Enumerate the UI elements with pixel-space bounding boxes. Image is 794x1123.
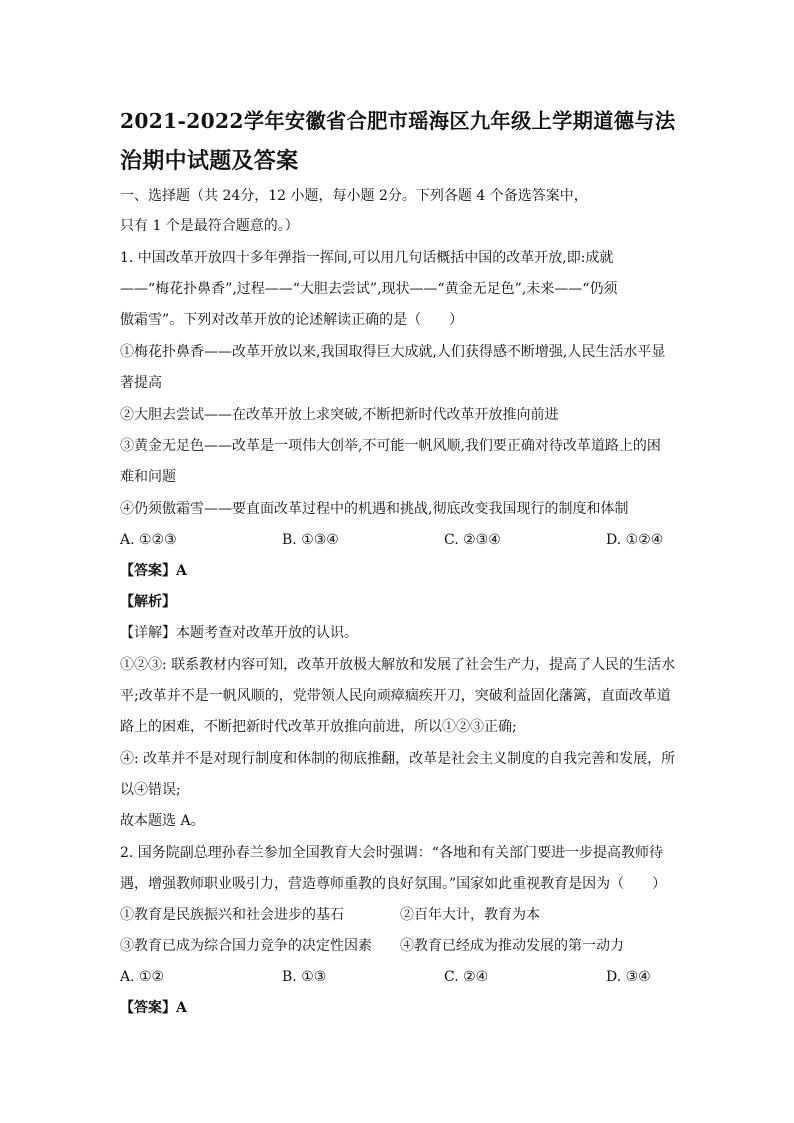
q1-explanation-2-line-2: 以④错误; <box>120 782 181 798</box>
q2-answer: 【答案】A <box>120 1000 187 1016</box>
q1-stem-line-2: ——“梅花扑鼻香”,过程——“大胆去尝试”,现状——“黄金无足色”,未来——“仍须 <box>120 281 618 297</box>
section-heading-line-2: 只有 1 个是最符合题意的。） <box>120 218 299 234</box>
q2-stem-line-1: 2. 国务院副总理孙春兰参加全国教育大会时强调：“各地和有关部门要进一步提高教师待 <box>120 845 663 861</box>
q1-stem-line-3: 傲霜雪”。下列对改革开放的论述解读正确的是（ ） <box>120 312 464 328</box>
q2-item-4: ④教育已经成为推动发展的第一动力 <box>400 938 624 954</box>
q1-option-d: D. ①②④ <box>606 532 664 548</box>
document-title-line-2: 治期中试题及答案 <box>120 148 299 174</box>
q1-detail: 【详解】本题考查对改革开放的认识。 <box>120 625 358 641</box>
q1-item-1-line-1: ①梅花扑鼻香——改革开放以来,我国取得巨大成就,人们获得感不断增强,人民生活水平显 <box>120 344 666 360</box>
document-title-line-1: 2021-2022学年安徽省合肥市瑶海区九年级上学期道德与法 <box>120 109 676 133</box>
q1-item-3-line-1: ③黄金无足色——改革是一项伟大创举,不可能一帆风顺,我们要正确对待改革道路上的困 <box>120 438 661 454</box>
q1-item-1-line-2: 著提高 <box>120 375 162 391</box>
q1-option-a: A. ①②③ <box>120 532 177 548</box>
q1-item-4: ④仍须傲霜雪——要直面改革过程中的机遇和挑战,彻底改变我国现行的制度和体制 <box>120 501 629 517</box>
q1-stem-line-1: 1. 中国改革开放四十多年弹指一挥间,可以用几句话概括中国的改革开放,即:成就 <box>120 250 614 266</box>
q1-analysis-label: 【解析】 <box>120 594 176 610</box>
q1-option-c: C. ②③④ <box>444 532 501 548</box>
section-heading-line-1: 一、选择题（共 24分，12 小题，每小题 2分。下列各题 4 个备选答案中， <box>120 188 588 204</box>
q2-option-d: D. ③④ <box>606 969 651 985</box>
q1-item-2: ②大胆去尝试——在改革开放上求突破,不断把新时代改革开放推向前进 <box>120 407 559 423</box>
q2-stem-line-2: 遇，增强教师职业吸引力，营造尊师重教的良好氛围。”国家如此重视教育是因为（ ） <box>120 876 667 892</box>
q2-option-a: A. ①② <box>120 969 165 985</box>
q2-item-3: ③教育已成为综合国力竞争的决定性因素 <box>120 938 372 954</box>
q1-answer: 【答案】A <box>120 563 187 579</box>
q1-explanation-1-line-2: 平;改革并不是一帆风顺的，党带领人民向顽瘴痼疾开刀，突破利益固化藩篱，直面改革道 <box>120 688 671 704</box>
q1-explanation-1-line-1: ①②③: 联系教材内容可知，改革开放极大解放和发展了社会生产力，提高了人民的生活水 <box>120 657 676 673</box>
q1-conclusion: 故本题选 A。 <box>120 813 205 829</box>
q1-item-3-line-2: 难和问题 <box>120 469 176 485</box>
q2-item-2: ②百年大计，教育为本 <box>400 907 540 923</box>
q1-option-b: B. ①③④ <box>282 532 339 548</box>
q1-explanation-1-line-3: 路上的困难，不断把新时代改革开放推向前进，所以①②③正确; <box>120 719 517 735</box>
q2-item-1: ①教育是民族振兴和社会进步的基石 <box>120 907 344 923</box>
q2-option-b: B. ①③ <box>282 969 327 985</box>
q1-explanation-2-line-1: ④: 改革并不是对现行制度和体制的彻底推翻，改革是社会主义制度的自我完善和发展，所 <box>120 751 676 767</box>
q2-option-c: C. ②④ <box>444 969 489 985</box>
